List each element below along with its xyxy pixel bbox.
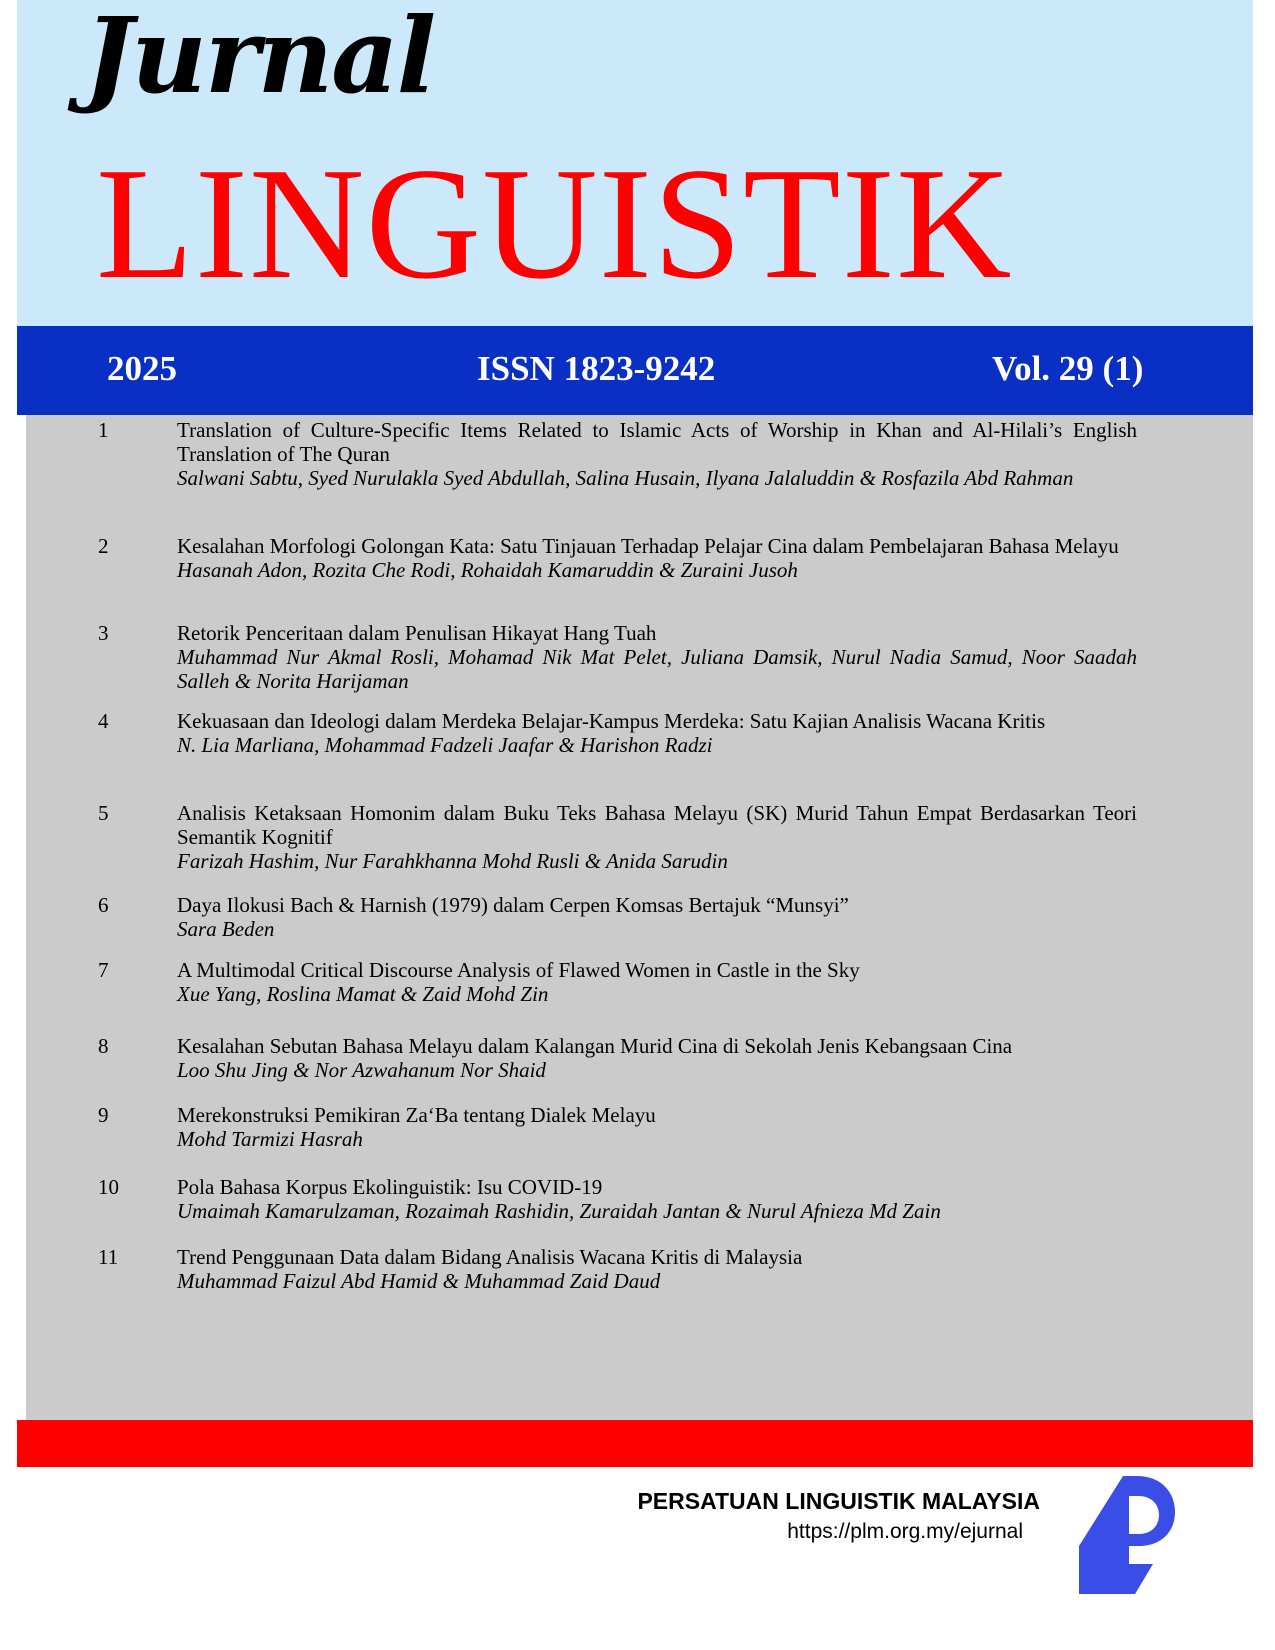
article-title: Merekonstruksi Pemikiran Za‘Ba tentang Dialek Melayu — [177, 1103, 656, 1127]
article-authors: Mohd Tarmizi Hasrah — [177, 1127, 363, 1151]
article-authors: Muhammad Nur Akmal Rosli, Mohamad Nik Mat Pelet, Juliana Damsik, Nurul Nadia Samud, Noor Saadah Salleh & Norita Harijaman — [177, 645, 1137, 693]
article-title: Kesalahan Sebutan Bahasa Melayu dalam Kalangan Murid Cina di Sekolah Jenis Kebangsaan Cina — [177, 1034, 1013, 1058]
publisher-name: PERSATUAN LINGUISTIK MALAYSIA — [637, 1488, 1040, 1514]
toc-number: 7 — [98, 958, 109, 982]
article-title: Translation of Culture-Specific Items Related to Islamic Acts of Worship in Khan and Al-Hilali’s English Translation of The Quran — [177, 418, 1137, 466]
article-title: Pola Bahasa Korpus Ekolinguistik: Isu COVID-19 — [177, 1175, 603, 1199]
article-authors: Sara Beden — [177, 917, 275, 941]
article-authors: Xue Yang, Roslina Mamat & Zaid Mohd Zin — [177, 982, 549, 1006]
toc-number: 6 — [98, 893, 109, 917]
article-title: A Multimodal Critical Discourse Analysis of Flawed Women in Castle in the Sky — [177, 958, 860, 982]
journal-label: Jurnal — [84, 0, 435, 117]
volume-issue: Vol. 29 (1) — [992, 349, 1144, 388]
toc-number: 11 — [98, 1245, 119, 1269]
toc-number: 2 — [98, 534, 109, 558]
article-authors: Salwani Sabtu, Syed Nurulakla Syed Abdullah, Salina Husain, Ilyana Jalaluddin & Rosfazila Abd Rahman — [177, 466, 1074, 490]
article-title: Kesalahan Morfologi Golongan Kata: Satu Tinjauan Terhadap Pelajar Cina dalam Pembelajaran Bahasa Melayu — [177, 534, 1119, 558]
article-title: Kekuasaan dan Ideologi dalam Merdeka Belajar-Kampus Merdeka: Satu Kajian Analisis Wacana Kritis — [177, 709, 1046, 733]
article-authors: Muhammad Faizul Abd Hamid & Muhammad Zaid Daud — [177, 1269, 661, 1293]
article-title: Retorik Penceritaan dalam Penulisan Hikayat Hang Tuah — [177, 621, 657, 645]
red-divider-bar — [17, 1420, 1253, 1467]
article-authors: Farizah Hashim, Nur Farahkhanna Mohd Rusli & Anida Sarudin — [177, 849, 728, 873]
issn: ISSN 1823-9242 — [477, 349, 716, 388]
table-of-contents — [26, 415, 1253, 1420]
info-bar — [17, 326, 1253, 415]
article-title: Trend Penggunaan Data dalam Bidang Analisis Wacana Kritis di Malaysia — [177, 1245, 803, 1269]
article-authors: Loo Shu Jing & Nor Azwahanum Nor Shaid — [177, 1058, 546, 1082]
article-title: Analisis Ketaksaan Homonim dalam Buku Teks Bahasa Melayu (SK) Murid Tahun Empat Berdasarkan Teori Semantik Kognitif — [177, 801, 1137, 849]
publication-year: 2025 — [107, 349, 177, 388]
toc-number: 9 — [98, 1103, 109, 1127]
plm-logo-icon — [1075, 1472, 1193, 1594]
publisher-url[interactable]: https://plm.org.my/ejurnal — [787, 1520, 1023, 1543]
toc-number: 8 — [98, 1034, 109, 1058]
article-authors: Umaimah Kamarulzaman, Rozaimah Rashidin, Zuraidah Jantan & Nurul Afnieza Md Zain — [177, 1199, 941, 1223]
journal-title: LINGUISTIK — [96, 134, 1013, 312]
article-authors: Hasanah Adon, Rozita Che Rodi, Rohaidah Kamaruddin & Zuraini Jusoh — [177, 558, 798, 582]
article-title: Daya Ilokusi Bach & Harnish (1979) dalam Cerpen Komsas Bertajuk “Munsyi” — [177, 893, 849, 917]
toc-number: 1 — [98, 418, 109, 442]
toc-number: 4 — [98, 709, 109, 733]
toc-number: 3 — [98, 621, 109, 645]
toc-number: 10 — [98, 1175, 119, 1199]
article-authors: N. Lia Marliana, Mohammad Fadzeli Jaafar & Harishon Radzi — [177, 733, 713, 757]
toc-number: 5 — [98, 801, 109, 825]
